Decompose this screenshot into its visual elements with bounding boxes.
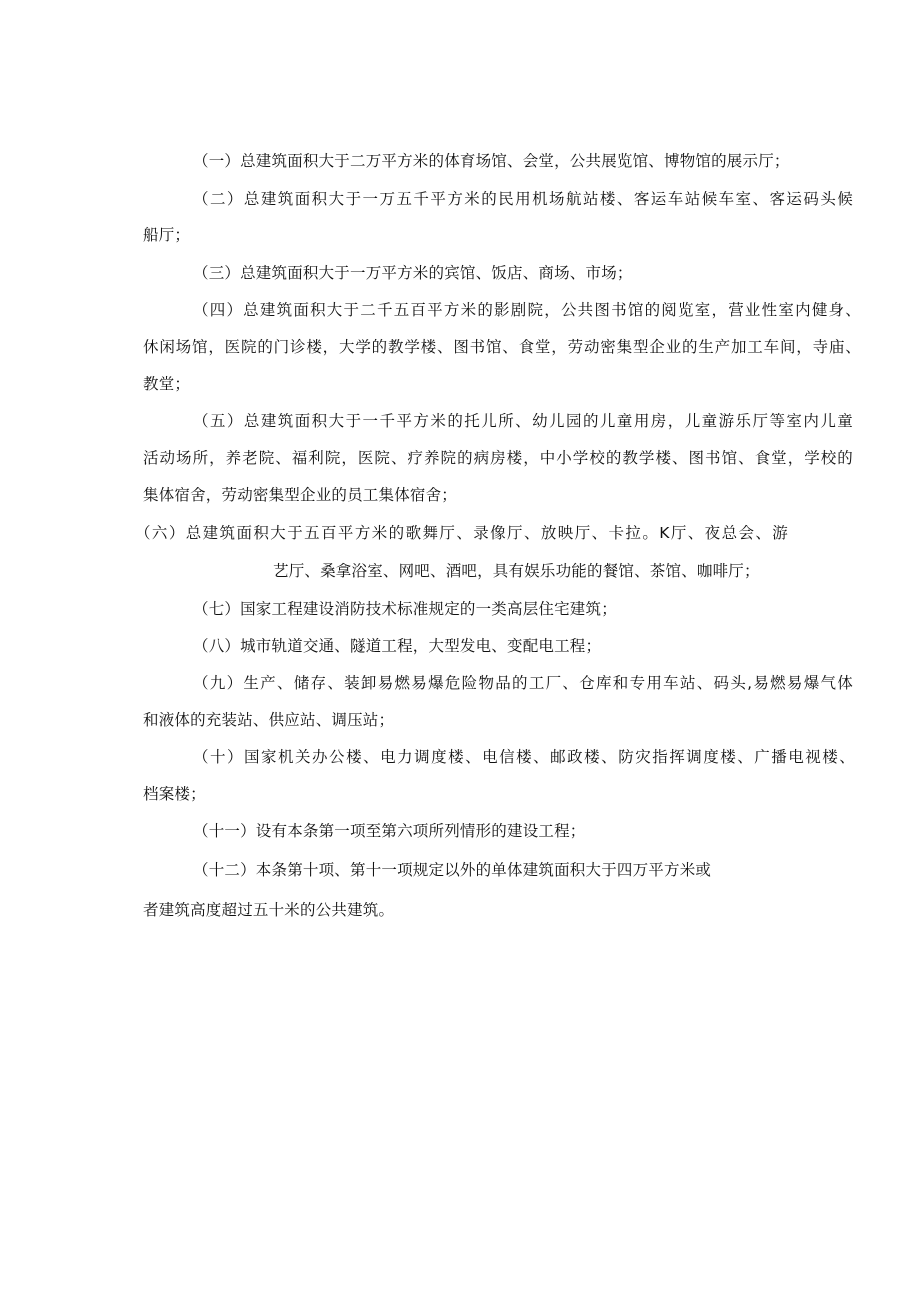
item-1-line-1: （一）总建筑面积大于二万平方米的体育场馆、会堂，公共展览馆、博物馆的展示厅； bbox=[193, 152, 790, 170]
item-4-line-2: 休闲场馆，医院的门诊楼，大学的教学楼、图书馆、食堂，劳动密集型企业的生产加工车间，寺庙、 bbox=[143, 338, 861, 356]
item-5-line-3: 集体宿舍，劳动密集型企业的员工集体宿舍； bbox=[143, 486, 458, 504]
item-6-line-2: 艺厅、桑拿浴室、网吧、酒吧，具有娱乐功能的餐馆、茶馆、咖啡厅； bbox=[273, 562, 760, 580]
item-4-line-1: （四）总建筑面积大于二千五百平方米的影剧院，公共图书馆的阅览室，营业性室内健身、 bbox=[193, 301, 861, 319]
item-8-line-1: （八）城市轨道交通、隧道工程，大型发电、变配电工程； bbox=[193, 637, 602, 655]
item-2-line-2: 船厅； bbox=[143, 226, 191, 244]
item-11-line-1: （十一）设有本条第一项至第六项所列情形的建设工程； bbox=[193, 822, 586, 840]
item-10-line-1: （十）国家机关办公楼、电力调度楼、电信楼、邮政楼、防灾指挥调度楼、广播电视楼、 bbox=[193, 748, 855, 766]
item-7-line-1: （七）国家工程建设消防技术标准规定的一类高层住宅建筑； bbox=[193, 600, 617, 618]
item-10-line-2: 档案楼； bbox=[143, 785, 206, 803]
item-5-line-2: 活动场所，养老院、福利院，医院、疗养院的病房楼，中小学校的教学楼、图书馆、食堂，学校的 bbox=[143, 449, 853, 467]
item-3-line-1: （三）总建筑面积大于一万平方米的宾馆、饭店、商场、市场； bbox=[193, 264, 633, 282]
item-12-line-1: （十二）本条第十项、第十一项规定以外的单体建筑面积大于四万平方米或 bbox=[193, 861, 712, 879]
item-9-line-2: 和液体的充装站、供应站、调压站； bbox=[143, 711, 395, 729]
item-9-line-1: （九）生产、储存、装卸易燃易爆危险物品的工厂、仓库和专用车站、码头,易燃易爆气体 bbox=[193, 674, 853, 692]
item-6-line-1: （六）总建筑面积大于五百平方米的歌舞厅、录像厅、放映厅、卡拉。K厅、夜总会、游 bbox=[135, 524, 788, 542]
item-5-line-1: （五）总建筑面积大于一千平方米的托儿所、幼儿园的儿童用房，儿童游乐厅等室内儿童 bbox=[193, 412, 853, 430]
item-12-line-2: 者建筑高度超过五十米的公共建筑。 bbox=[143, 901, 395, 919]
item-2-line-1: （二）总建筑面积大于一万五千平方米的民用机场航站楼、客运车站候车室、客运码头候 bbox=[193, 190, 853, 208]
item-4-line-3: 教堂； bbox=[143, 375, 191, 393]
